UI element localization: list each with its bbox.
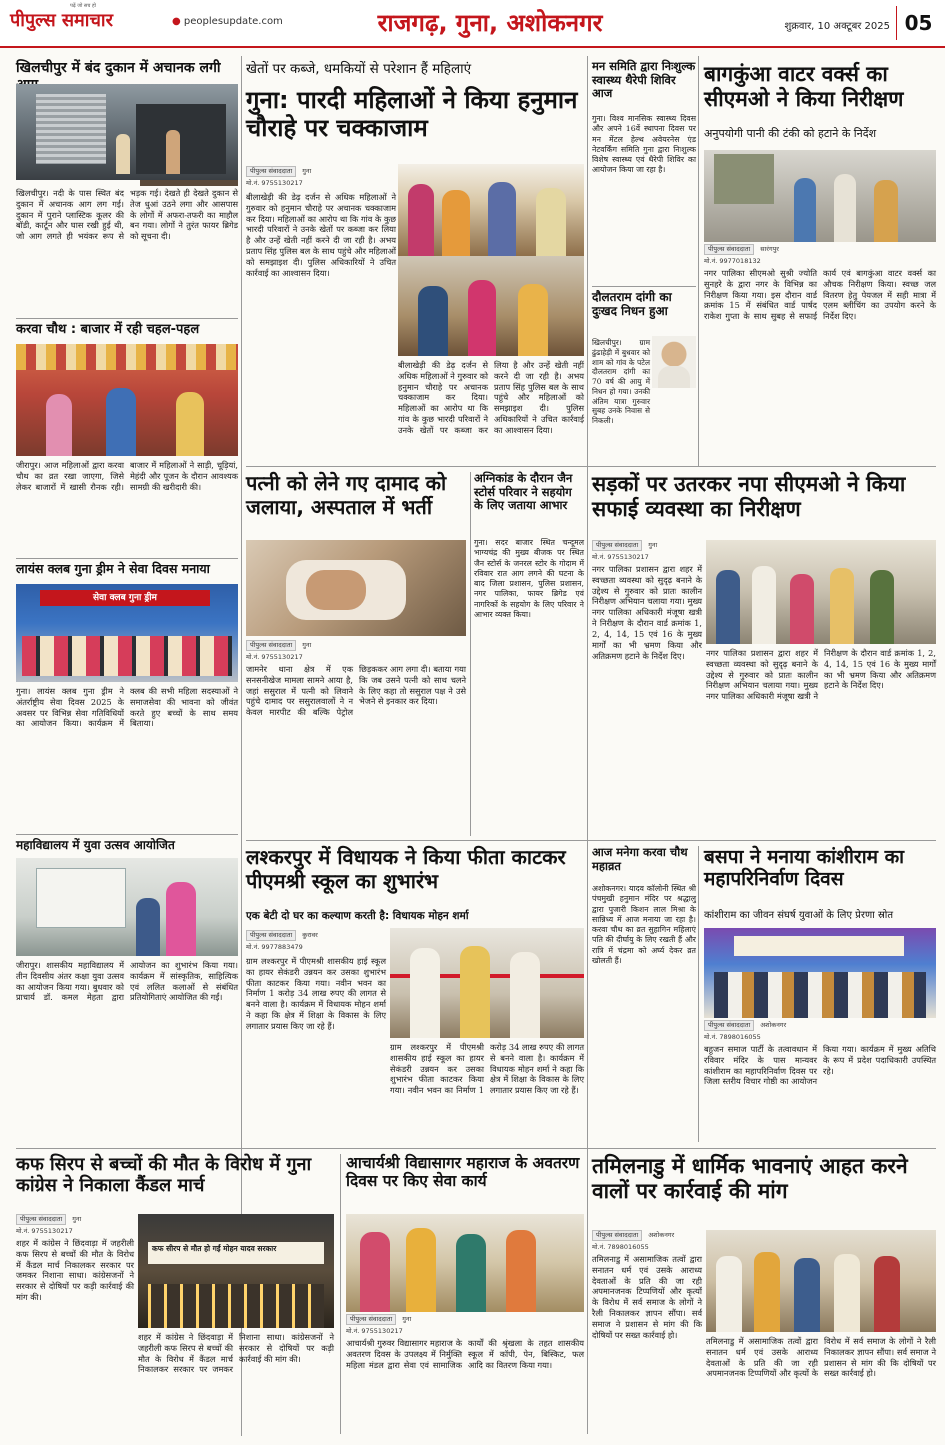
right-c2-subtitle: कांशीराम का जीवन संघर्ष युवाओं के लिए प्रेरणा स्रोत <box>704 910 894 921</box>
section-divider <box>16 558 238 559</box>
ribbon-cutting-photo <box>390 928 584 1038</box>
top-center-body: बीलाखेड़ी की डेढ़ दर्जन से अधिक महिलाओं ने गुरुवार को हनुमान चौराहे पर अचानक चक्काजाम कर दिया। महिलाओं का आरोप था कि गांव के कुछ भारदी परिवारों ने उनके खेतों पर कब्जा कर लिया है और उन्हें खेती नहीं करने दी जा रही है। अभय प्रताप सिंह पुलिस बल के साथ पहुंचे और महिलाओं को समझाइश दी। पुलिस अधिकारियों ने उचित कार्रवाई का आश्वासन दिया। <box>246 192 396 278</box>
bottom-right-mobile: मो.नं. 7898016055 <box>592 1243 649 1251</box>
bottom-right-body-cont: तमिलनाडु में असामाजिक तत्वों द्वारा सनातन धर्म एवं उसके आराध्य देवताओं के प्रति की जा रही अपमानजनक टिप्पणियों और कृत्यों के विरोध में सर्व समाज के लोगों ने रैली निकालकर ज्ञापन सौंपा। सर्व समाज ने प्रशासन से मांग की कि दोषियों पर सख्त कार्रवाई हो। <box>706 1336 936 1379</box>
mid-center-byline <box>246 640 466 651</box>
bottom-left-body: शहर में कांग्रेस ने छिंदवाड़ा में जहरीली कफ सिरप से बच्चों की मौत के विरोध में कैंडल मार्च निकालकर सरकार पर जमकर निशाना साधा। कांग्रेसजनों ने सरकार से दोषियों पर कड़ी कार्रवाई की मांग की। <box>16 1238 134 1303</box>
byline-place: सारंगपुर <box>760 245 779 253</box>
section-title: राजगढ़, गुना, अशोकनगर <box>377 9 603 37</box>
right-c1-title: आज मनेगा करवा चौथ महाव्रत <box>592 845 688 873</box>
bottom-mid-mobile: मो.नं. 9755130217 <box>346 1327 403 1335</box>
byline-tag: पीपुल्स संवाददाता <box>246 930 296 941</box>
right-c1-body: अशोकनगर। यादव कॉलोनी स्थित श्री पंचमुखी हनुमान मंदिर पर श्रद्धालु द्वारा पुजारी किशन लाल मिश्रा के सान्निध्य में आज मनाया जा रहा है। करवा चौथ का व्रत सुहागिन महिलाएं पति की दीर्घायु के लिए रखती हैं और रात्रि में चंद्रमा को अर्घ्य देकर व्रत खोलती हैं। <box>592 884 696 965</box>
col1-a2-body: जीरापुर। आज महिलाओं द्वारा करवा चौथ का व्रत रखा जाएगा, जिसे लेकर बाजारों में खासी रौनक रही। बाजार में महिलाओं ने साड़ी, चूड़ियां, मेहंदी और पूजन के दौरान आवश्यक सामग्री की खरीदारी की। <box>16 460 238 492</box>
karwa-market-photo <box>16 344 238 456</box>
section-divider <box>592 286 696 287</box>
top-right-col-a2-body: खिलचीपुर। ग्राम ढुंढाहेड़ी में बुधवार को शाम को गांव के पटेल दौलतराम दांगी का 70 वर्ष की आयु में निधन हो गया। उनकी अंतिम यात्रा गुरुवार सुबह उनके निवास से निकली। <box>592 338 650 426</box>
byline-place: गुना <box>302 641 312 649</box>
bottom-mid-byline <box>346 1314 466 1325</box>
column-rule <box>698 56 699 466</box>
bottom-mid-body: आचार्यश्री गुरुवर विद्यासागर महाराज के अवतरण दिवस के उपलक्ष्य में निर्मुक्ति महिला मंडल द्वारा सेवा एवं सामाजिक कार्यों की श्रृंखला के तहत शासकीय स्कूल में कॉपी, पेन, बिस्किट, फल आदि का वितरण किया गया। <box>346 1338 584 1370</box>
logo-tagline: पढ़ें जो सच हो <box>70 3 96 9</box>
col1-a2-title: करवा चौथ : बाजार में रही चहल-पहल <box>16 322 200 337</box>
top-right-col-a1-title: मन समिति द्वारा निःशुल्क स्वास्थ्य थैरेपी शिविर आज <box>592 59 696 101</box>
bottom-left-body-cont: शहर में कांग्रेस ने छिंदवाड़ा में जहरीली कफ सिरप से बच्चों की मौत के विरोध में कैंडल मार्च निकालकर सरकार पर जमकर निशाना साधा। कांग्रेसजनों ने सरकार से दोषियों पर कड़ी कार्रवाई की मांग की। <box>138 1332 334 1375</box>
logo[interactable] <box>10 3 170 38</box>
byline-place: कुरावर <box>302 931 318 939</box>
col1-a4-title: महाविद्यालय में युवा उत्सव आयोजित <box>16 838 175 852</box>
right-c2-title: बसपा ने मनाया कांशीराम का महापरिनिर्वाण दिवस <box>704 846 905 891</box>
bottom-left-byline <box>16 1214 136 1225</box>
mid-center-body: जामनेर थाना क्षेत्र में एक सनसनीखेज मामला सामने आया है, जहां ससुराल में पत्नी को लिवाने पहुंचे दामाद पर ससुरालवालों ने न केवल मारपीट की बल्कि पेट्रोल छिड़ककर आग लगा दी। बताया गया कि जब उसने पत्नी को साथ चलने के लिए कहा तो ससुराल पक्ष ने उसे भेजने से इनकार कर दिया। <box>246 664 466 718</box>
column-rule <box>340 1154 341 1434</box>
bottom-right-title: तमिलनाडु में धार्मिक भावनाएं आहत करने वालों पर कार्रवाई की मांग <box>592 1154 908 1203</box>
mid-right-title: सड़कों पर उतरकर नपा सीएमओ ने किया सफाई व्यवस्था का निरीक्षण <box>592 472 906 521</box>
byline-tag: पीपुल्स संवाददाता <box>592 1230 642 1241</box>
right-c2-mobile: मो.नं. 7898016055 <box>704 1033 761 1041</box>
page-number: 05 <box>896 6 940 40</box>
top-right-col-a2-title: दौलतराम दांगी का दुःखद निधन हुआ <box>592 290 672 319</box>
byline-tag: पीपुल्स संवाददाता <box>704 244 754 255</box>
top-right-mobile: मो.नं. 9977018132 <box>704 257 761 265</box>
candle-march-photo <box>138 1214 334 1328</box>
center-mobile: मो.नं. 9977883479 <box>246 943 303 951</box>
mid-center-title: पत्नी को लेने गए दामाद को जलाया, अस्पताल में भर्ती <box>246 471 447 519</box>
section-divider <box>16 1148 936 1149</box>
col1-a3-title: लायंस क्लब गुना ड्रीम ने सेवा दिवस मनाया <box>16 561 210 576</box>
byline-place: गुना <box>648 541 658 549</box>
byline-tag: पीपुल्स संवाददाता <box>246 166 296 177</box>
cmo-inspection-photo <box>706 540 936 644</box>
mid-center2-title: अग्निकांड के दौरान जैन स्टोर्स परिवार ने सहयोग के लिए जताया आभार <box>474 471 573 513</box>
bottom-mid-title: आचार्यश्री विद्यासागर महाराज के अवतरण दिवस पर किए सेवा कार्य <box>346 1154 580 1191</box>
section-divider <box>246 466 936 467</box>
top-right-subtitle: अनुपयोगी पानी की टंकी को हटाने के निर्देश <box>704 127 877 140</box>
col1-a3-body: गुना। लायंस क्लब गुना ड्रीम ने अंतर्राष्ट्रीय सेवा दिवस 2025 के अवसर पर विभिन्न सेवा गतिविधियों का आयोजन किया। कार्यक्रम में क्लब की सभी महिला सदस्याओं ने समाजसेवा की भावना को जीवंत करते हुए बच्चों के साथ समय बिताया। <box>16 686 238 729</box>
website-url: peoplesupdate.com <box>183 16 283 27</box>
top-right-byline <box>704 244 936 255</box>
byline-tag: पीपुल्स संवाददाता <box>246 640 296 651</box>
lions-club-photo <box>16 584 238 682</box>
bsp-event-photo <box>704 928 936 1018</box>
top-center-byline <box>246 166 396 177</box>
mid-right-body: नगर पालिका प्रशासन द्वारा शहर में स्वच्छता व्यवस्था को सुदृढ़ बनाने के उद्देश्य से गुरुवार को प्रातः कालीन निरीक्षण अभियान चलाया गया। मुख्य नगर पालिका अधिकारी मंजूषा खत्री ने निरीक्षण के दौरान वार्ड क्रमांक 1, 2, 4, 14, 15 एवं 16 के मुख्य मार्गों का भी भ्रमण किया और अतिक्रमण हटाने के निर्देश दिए। <box>592 564 702 661</box>
bottom-left-mobile: मो.नं. 9755130217 <box>16 1227 73 1235</box>
website-link[interactable] <box>172 16 302 32</box>
memorandum-photo <box>706 1230 936 1332</box>
mid-center-mobile: मो.नं. 9755130217 <box>246 653 303 661</box>
col1-a1-title: खिलचीपुर में बंद दुकान में अचानक लगी <box>16 60 221 76</box>
byline-tag: पीपुल्स संवाददाता <box>346 1314 396 1325</box>
center-title: लश्करपुर में विधायक ने किया फीता काटकर पीएमश्री स्कूल का शुभारंभ <box>246 845 566 893</box>
fire-crowd-photo <box>140 180 238 186</box>
mid-right-body-cont: नगर पालिका प्रशासन द्वारा शहर में स्वच्छता व्यवस्था को सुदृढ़ बनाने के उद्देश्य से गुरुवार को प्रातः कालीन निरीक्षण अभियान चलाया गया। मुख्य नगर पालिका अधिकारी मंजूषा खत्री ने निरीक्षण के दौरान वार्ड क्रमांक 1, 2, 4, 14, 15 एवं 16 के मुख्य मार्गों का भी भ्रमण किया और अतिक्रमण हटाने के निर्देश दिए। <box>706 648 936 702</box>
section-divider <box>16 318 238 319</box>
mid-right-mobile: मो.नं. 9755130217 <box>592 553 649 561</box>
byline-place: गुना <box>302 167 312 175</box>
center-subtitle: एक बेटी दो घर का कल्याण करती है: विधायक मोहन शर्मा <box>246 910 469 922</box>
byline-tag: पीपुल्स संवाददाता <box>704 1020 754 1031</box>
burn-victim-photo <box>246 540 466 636</box>
center-body: ग्राम लश्करपुर में पीएमश्री शासकीय हाई स्कूल का हायर सेकंडरी उन्नयन कर उसका शुभारंभ फीता काटकर किया गया। नवीन भवन का निर्माण 1 करोड़ 34 लाख रुपए की लागत से बनने वाला है। कार्यक्रम में विधायक मोहन शर्मा ने कहा कि क्षेत्र में शिक्षा के विकास के लिए लगातार प्रयास किए जा रहे हैं। <box>246 956 386 1031</box>
youth-festival-photo <box>16 858 238 956</box>
column-rule <box>587 56 588 1246</box>
top-center-body-cont: बीलाखेड़ी की डेढ़ दर्जन से अधिक महिलाओं ने गुरुवार को हनुमान चौराहे पर अचानक चक्काजाम कर दिया। महिलाओं का आरोप था कि गांव के कुछ भारदी परिवारों ने उनके खेतों पर कब्जा कर लिया है और उन्हें खेती नहीं करने दी जा रही है। अभय प्रताप सिंह पुलिस बल के साथ पहुंचे और महिलाओं को समझाइश दी। पुलिस अधिकारियों ने उचित कार्रवाई का आश्वासन दिया। <box>398 360 584 435</box>
column-rule <box>587 1154 588 1434</box>
chakkajam-photo <box>398 164 584 256</box>
top-right-title: बागकुंआ वाटर वर्क्स का सीएमओ ने किया निरीक्षण <box>704 62 904 111</box>
mid-right-byline <box>592 540 702 551</box>
byline-place: अशोकनगर <box>760 1021 787 1029</box>
lions-banner-text: सेवा क्लब गुना ड्रीम <box>40 590 210 606</box>
byline-tag: पीपुल्स संवाददाता <box>592 540 642 551</box>
top-center-title: गुना: पारदी महिलाओं ने किया हनुमान चौराहे पर चक्काजाम <box>246 86 578 143</box>
obituary-portrait <box>652 336 696 388</box>
logo-text: पीपुल्स समाचार <box>10 10 113 31</box>
masthead <box>0 0 945 48</box>
water-works-photo <box>704 150 936 242</box>
column-rule <box>698 846 699 1142</box>
byline-tag: पीपुल्स संवाददाता <box>16 1214 66 1225</box>
right-c2-byline <box>704 1020 854 1031</box>
byline-place: अशोकनगर <box>648 1231 675 1239</box>
bottom-right-body: तमिलनाडु में असामाजिक तत्वों द्वारा सनातन धर्म एवं उसके आराध्य देवताओं के प्रति की जा रही अपमानजनक टिप्पणियों और कृत्यों के विरोध में सर्व समाज के लोगों ने रैली निकालकर ज्ञापन सौंपा। सर्व समाज ने प्रशासन से मांग की कि दोषियों पर सख्त कार्रवाई हो। <box>592 1254 702 1340</box>
section-divider <box>16 834 238 835</box>
byline-place: गुना <box>72 1215 82 1223</box>
bottom-right-byline <box>592 1230 712 1241</box>
top-center-mobile: मो.नं. 9755130217 <box>246 179 303 187</box>
bottom-left-title: कफ सिरप से बच्चों की मौत के विरोध में गुना कांग्रेस ने निकाला कैंडल मार्च <box>16 1154 312 1197</box>
center-body-cont: ग्राम लश्करपुर में पीएमश्री शासकीय हाई स्कूल का हायर सेकंडरी उन्नयन कर उसका शुभारंभ फीता काटकर किया गया। नवीन भवन का निर्माण 1 करोड़ 34 लाख रुपए की लागत से बनने वाला है। कार्यक्रम में विधायक मोहन शर्मा ने कहा कि क्षेत्र में शिक्षा के विकास के लिए लगातार प्रयास किए जा रहे हैं। <box>390 1042 584 1096</box>
col1-a4-body: जीरापुर। शासकीय महाविद्यालय में तीन दिवसीय अंतर कक्षा युवा उत्सव का आयोजन किया गया। बुधवार को प्राचार्य डॉ. कमल मेहता द्वारा आयोजन का शुभारंभ किया गया। कार्यक्रम में सांस्कृतिक, साहित्यिक एवं ललित कलाओं से संबंधित प्रतियोगिताएं आयोजित की गईं। <box>16 960 238 1003</box>
globe-icon: ● <box>172 16 181 27</box>
byline-place: गुना <box>402 1315 412 1323</box>
top-center-kicker: खेतों पर कब्जे, धमकियों से परेशान हैं महिलाएं <box>246 61 472 77</box>
top-right-body: नगर पालिका सीएमओ सुश्री ज्योति सुनहरे के द्वारा नगर के विभिन्न का निरीक्षण किया गया। इस दौरान वार्ड क्रमांक 15 में संबंधित वार्ड पार्षद राकेश गुप्ता के साथ सुबह से सफाई कार्य एवं बागकुंआ वाटर वर्क्स का औचक निरीक्षण किया। स्वच्छ जल वितरण हेतु पेयजल में सही मात्रा में एलम ब्लीचिंग का उपयोग करने के निर्देश दिए। <box>704 268 936 322</box>
column-rule <box>470 472 471 836</box>
shop-fire-photo <box>16 84 238 180</box>
mid-center2-body: गुना। सदर बाजार स्थित चन्दूमल भाग्यचंद्र की मुख्य बीजक पर स्थित जैन स्टोर्स के जनरल स्टोर के गोदाम में रविवार रात आग लगने की घटना के बाद जिला प्रशासन, पुलिस प्रशासन, नगर पालिका, फायर ब्रिगेड एवं नागरिकों के सहयोग के लिए परिवार ने आभार व्यक्त किया। <box>474 538 584 619</box>
section-divider <box>246 840 936 841</box>
chakkajam-photo-2 <box>398 256 584 356</box>
col1-a1-body: खिलचीपुर। नदी के पास स्थित बंद दुकान में अचानक आग लग गई। दुकान में पुराने प्लास्टिक कूलर की बॉडी, कार्टून और घास रखी हुई थी, जो आग लगते ही भयंकर रूप से भड़क गई। देखते ही देखते दुकान से तेज धुआं उठने लगा और आसपास के लोगों में अफरा-तफरी का माहौल बन गया। लोगों ने तुरंत फायर ब्रिगेड को सूचना दी। <box>16 188 238 242</box>
top-right-col-a1-body: गुना। विश्व मानसिक स्वास्थ्य दिवस और अपने 16वें स्थापना दिवस पर मन मेंटल हेल्थ अवेयरनेस एंड नेटवर्किंग समिति गुना द्वारा निःशुल्क विशेष स्वास्थ्य एवं थैरेपी शिविर का आयोजन किया जा रहा है। <box>592 114 696 175</box>
center-byline <box>246 930 386 941</box>
seva-karya-photo <box>346 1214 584 1312</box>
right-c2-body: बहुजन समाज पार्टी के तत्वावधान में रविवार मंदिर के पास मान्यवर कांशीराम का महापरिनिर्वाण दिवस पर जिला स्तरीय विचार गोष्ठी का आयोजन किया गया। कार्यक्रम में मुख्य अतिथि के रूप में प्रदेश पदाधिकारी उपस्थित रहे। <box>704 1044 936 1087</box>
issue-date: शुक्रवार, 10 अक्टूबर 2025 <box>784 21 890 32</box>
candle-march-banner: कफ सीरप से मौत हो गईं मोहन यादव सरकार <box>148 1242 324 1264</box>
